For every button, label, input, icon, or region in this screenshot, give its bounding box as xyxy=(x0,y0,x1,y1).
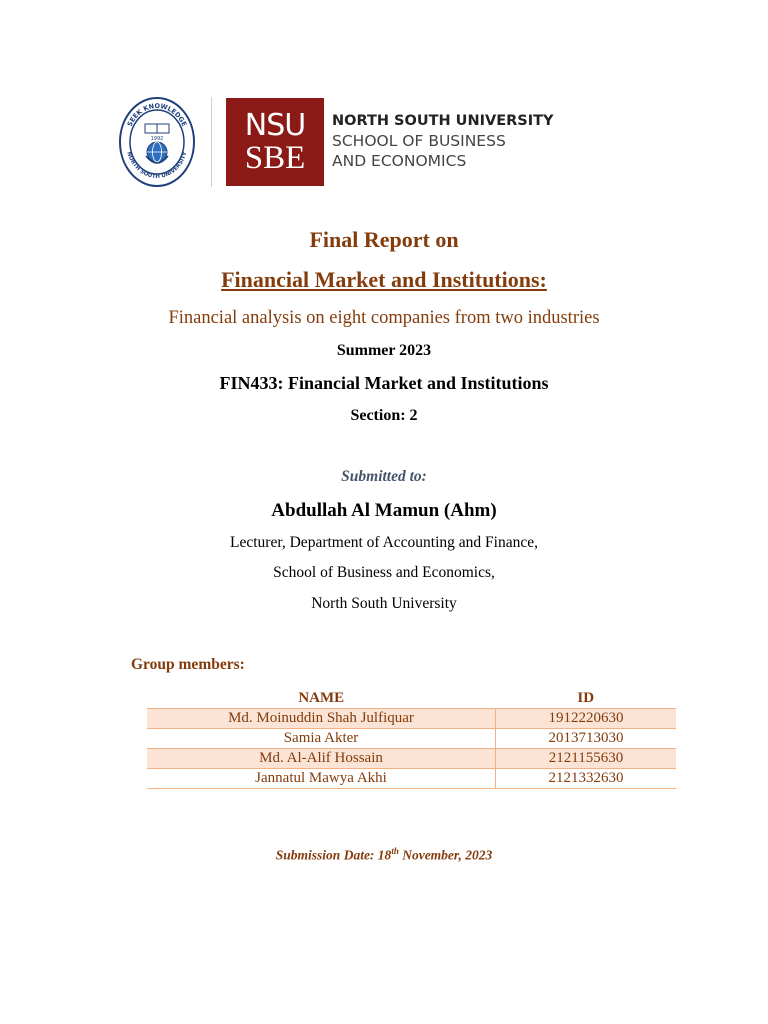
lecturer-affiliation-line2: School of Business and Economics, xyxy=(273,564,495,581)
member-id: 2121332630 xyxy=(496,769,677,789)
group-members-label: Group members: xyxy=(131,656,245,673)
member-name: Md. Al-Alif Hossain xyxy=(147,749,496,769)
university-seal-icon xyxy=(118,96,196,188)
lecturer-affiliation-line1: Lecturer, Department of Accounting and Finance, xyxy=(230,534,538,551)
report-title-line2 xyxy=(0,267,768,293)
seal-top-text: SEEK KNOWLEDGE xyxy=(125,101,189,128)
header-logos xyxy=(118,96,554,188)
column-header-name: NAME xyxy=(147,688,496,709)
logo-line-sbe: SBE xyxy=(244,140,306,176)
course-section: Section: 2 xyxy=(350,407,418,424)
submission-date-rest: November, 2023 xyxy=(398,847,493,863)
member-name: Samia Akter xyxy=(147,729,496,749)
member-id: 2121155630 xyxy=(496,749,677,769)
seal-year: 1992 xyxy=(150,136,164,142)
submission-date-prefix: Submission Date: 18 xyxy=(275,847,392,863)
university-name: NORTH SOUTH UNIVERSITY xyxy=(332,113,554,129)
seal-bottom-text: NORTH SOUTH UNIVERSITY xyxy=(125,151,189,181)
logo-line-nsu: NSU xyxy=(244,108,306,143)
nsu-sbe-logo xyxy=(226,98,324,186)
university-name-block xyxy=(332,113,554,171)
submission-date-ordinal: th xyxy=(391,846,399,856)
table-header-row xyxy=(147,688,676,709)
school-name-line1: SCHOOL OF BUSINESS xyxy=(332,132,506,150)
member-id: 1912220630 xyxy=(496,709,677,729)
table-row xyxy=(147,729,676,749)
table-row xyxy=(147,749,676,769)
table-row xyxy=(147,769,676,789)
course-name: FIN433: Financial Market and Institutions xyxy=(219,373,549,393)
report-title-line1: Final Report on xyxy=(309,227,459,252)
report-title-text: Financial Market and Institutions: xyxy=(221,267,547,292)
lecturer-affiliation-line3: North South University xyxy=(311,595,457,612)
school-name-line2: AND ECONOMICS xyxy=(332,152,467,170)
member-id: 2013713030 xyxy=(496,729,677,749)
member-name: Md. Moinuddin Shah Julfiquar xyxy=(147,709,496,729)
term: Summer 2023 xyxy=(336,342,432,359)
logo-divider xyxy=(211,97,212,187)
column-header-id: ID xyxy=(496,688,677,709)
group-members-table xyxy=(147,688,676,789)
submission-date xyxy=(0,846,768,864)
submitted-to-label: Submitted to: xyxy=(341,468,427,485)
member-name: Jannatul Mawya Akhi xyxy=(147,769,496,789)
report-subtitle: Financial analysis on eight companies from two industries xyxy=(168,308,600,328)
lecturer-name: Abdullah Al Mamun (Ahm) xyxy=(271,500,497,521)
table-row xyxy=(147,709,676,729)
